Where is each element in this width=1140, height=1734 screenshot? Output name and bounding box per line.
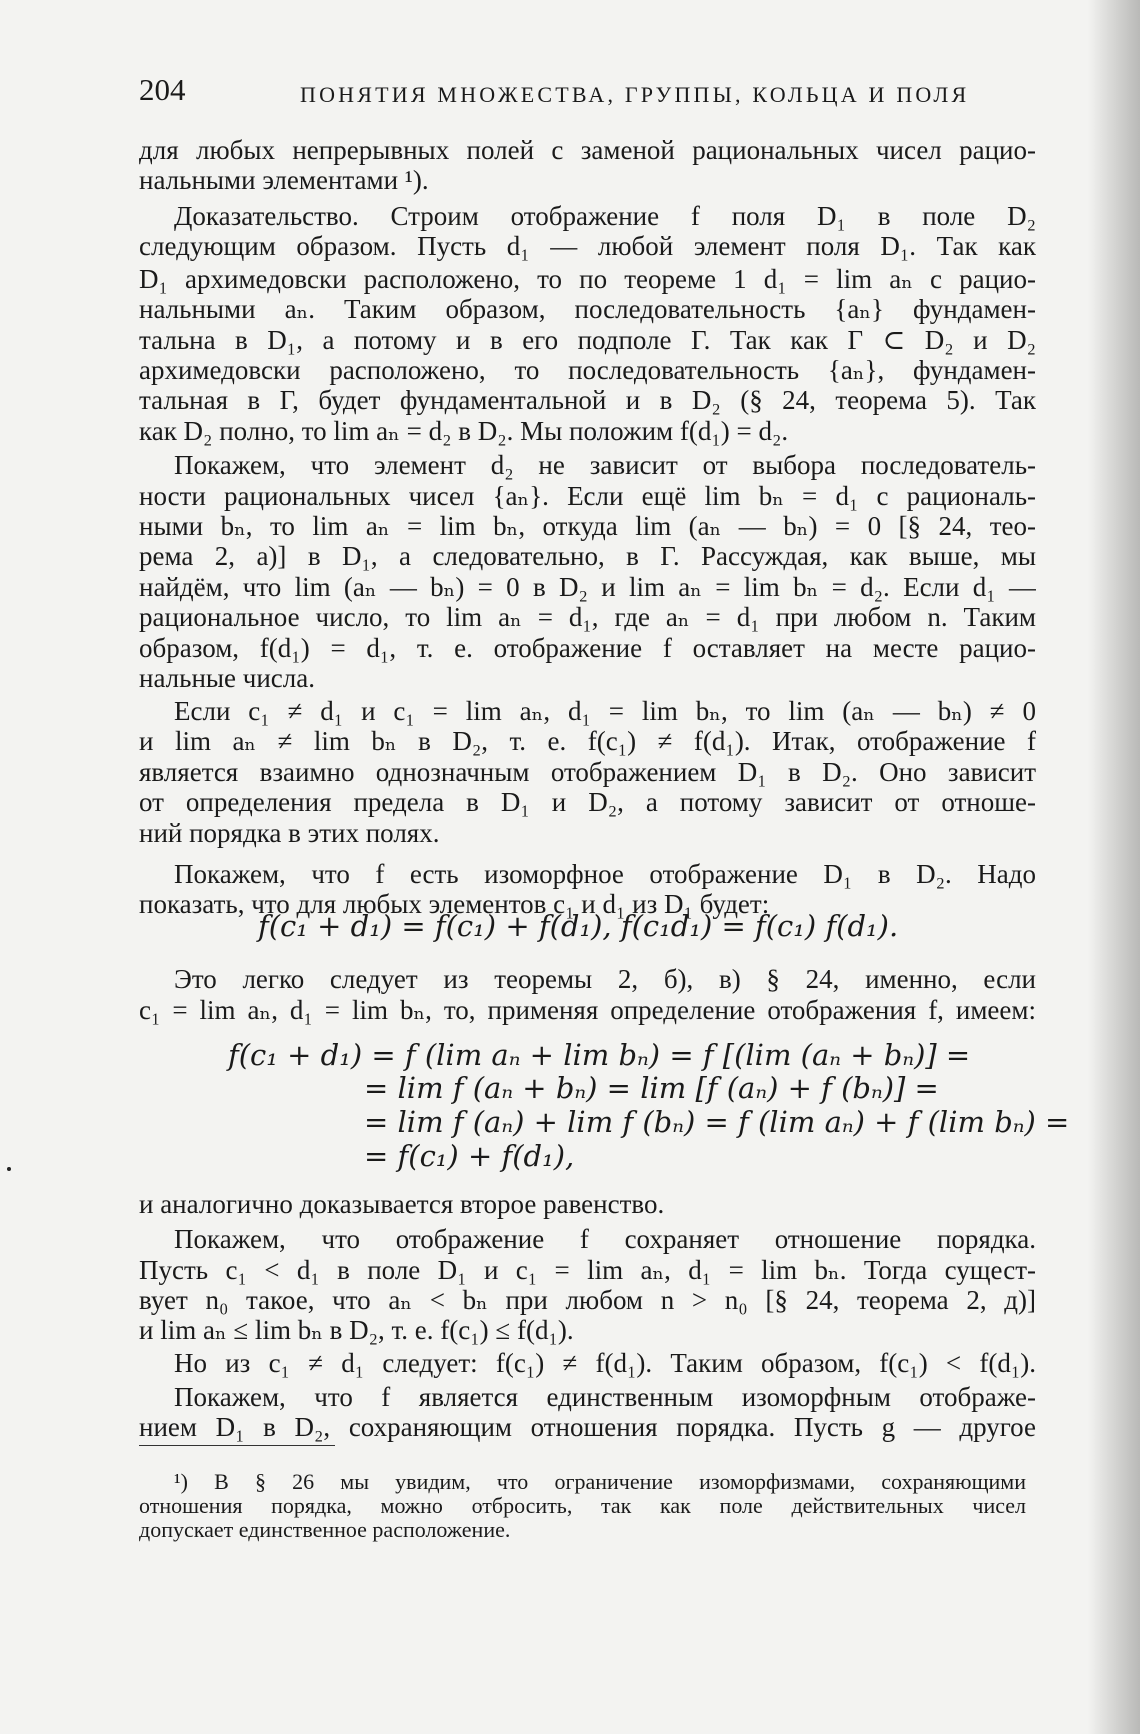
text-line: ности рациональных чисел {aₙ}. Если ещё lim bₙ = d₁ с рациональ- [139, 481, 1036, 511]
text-line: от определения предела в D₁ и D₂, а потому зависит от отноше- [139, 787, 1036, 817]
footnote-rule [139, 1445, 335, 1446]
running-head: ПОНЯТИЯ МНОЖЕСТВА, ГРУППЫ, КОЛЬЦА И ПОЛЯ [300, 82, 970, 107]
footnote-line: ¹) В § 26 мы увидим, что ограничение изоморфизмами, сохраняющими [174, 1469, 1026, 1494]
text-line: нием D₁ в D₂, сохраняющим отношения порядка. Пусть g — другое [139, 1412, 1036, 1442]
text-line: Но из c₁ ≠ d₁ следует: f(c₁) ≠ f(d₁). Таким образом, f(c₁) < f(d₁). [174, 1348, 1036, 1378]
text-line: ний порядка в этих полях. [139, 818, 440, 848]
page-number: 204 [139, 72, 186, 107]
text-line: и lim aₙ ≠ lim bₙ в D₂, т. е. f(c₁) ≠ f(d₁). Итак, отображение f [139, 726, 1036, 756]
text-line: показать, что для любых элементов c₁ и d₁ из D₁ будет: [139, 889, 770, 919]
footnote-line: допускает единственное расположение. [139, 1517, 511, 1542]
text-line: рациональное число, то lim aₙ = d₁, где aₙ = d₁ при любом n. Таким [139, 602, 1036, 632]
equation-line: = lim f (aₙ + bₙ) = lim [f (aₙ) + f (bₙ)] = [364, 1071, 939, 1105]
text-line: Если c₁ ≠ d₁ и c₁ = lim aₙ, d₁ = lim bₙ, то lim (aₙ — bₙ) ≠ 0 [174, 696, 1036, 726]
text-line: ными bₙ, то lim aₙ = lim bₙ, откуда lim (aₙ — bₙ) = 0 [§ 24, тео- [139, 511, 1036, 541]
text-line: Покажем, что элемент d₂ не зависит от выбора последователь- [174, 450, 1036, 480]
text-line: и аналогично доказывается второе равенство. [139, 1189, 665, 1219]
text-line: Доказательство. Строим отображение f поля D₁ в поле D₂ [174, 201, 1036, 231]
text-line: для любых непрерывных полей с заменой рациональных чисел рацио- [139, 135, 1036, 165]
text-line: вует n₀ такое, что aₙ < bₙ при любом n > n₀ [§ 24, теорема 2, д)] [139, 1285, 1036, 1315]
text-line: является взаимно однозначным отображением D₁ в D₂. Оно зависит [139, 757, 1036, 787]
text-line: и lim aₙ ≤ lim bₙ в D₂, т. е. f(c₁) ≤ f(d₁). [139, 1315, 574, 1345]
text-line: тальная в Г, будет фундаментальной и в D₂ (§ 24, теорема 5). Так [139, 385, 1036, 415]
scan-speck [7, 1167, 11, 1171]
text-line: тальна в D₁, а потому и в его подполе Г. Так как Г ⊂ D₂ и D₂ [139, 325, 1036, 355]
text-line: как D₂ полно, то lim aₙ = d₂ в D₂. Мы положим f(d₁) = d₂. [139, 416, 789, 446]
text-line: рема 2, а)] в D₁, а следовательно, в Г. Рассуждая, как выше, мы [139, 541, 1036, 571]
text-line: D₁ архимедовски расположено, то по теореме 1 d₁ = lim aₙ с рацио- [139, 264, 1036, 294]
text-line: образом, f(d₁) = d₁, т. е. отображение f оставляет на месте рацио- [139, 633, 1036, 663]
text-line: нальными aₙ. Таким образом, последовательность {aₙ} фундамен- [139, 294, 1036, 324]
equation-line: f(c₁ + d₁) = f (lim aₙ + lim bₙ) = f [(lim (aₙ + bₙ)] = [228, 1038, 971, 1072]
text-line: нальными элементами ¹). [139, 165, 429, 195]
text-line: следующим образом. Пусть d₁ — любой элемент поля D₁. Так как [139, 231, 1036, 261]
text-line: Это легко следует из теоремы 2, б), в) § 24, именно, если [174, 964, 1036, 994]
text-line: архимедовски расположено, то последовательность {aₙ}, фундамен- [139, 355, 1036, 385]
text-line: найдём, что lim (aₙ — bₙ) = 0 в D₂ и lim aₙ = lim bₙ = d₂. Если d₁ — [139, 572, 1036, 602]
text-line: Покажем, что отображение f сохраняет отношение порядка. [174, 1224, 1036, 1254]
text-line: Покажем, что f является единственным изоморфным отображе- [174, 1382, 1036, 1412]
text-line: Покажем, что f есть изоморфное отображение D₁ в D₂. Надо [174, 859, 1036, 889]
text-line: нальные числа. [139, 663, 316, 693]
footnote-line: отношения порядка, можно отбросить, так как поле действительных чисел [139, 1493, 1026, 1518]
text-line: c₁ = lim aₙ, d₁ = lim bₙ, то, применяя определение отображения f, имеем: [139, 995, 1036, 1025]
equation-line: = lim f (aₙ) + lim f (bₙ) = f (lim aₙ) + f (lim bₙ) = [364, 1105, 1070, 1139]
equation-line: = f(c₁) + f(d₁), [364, 1139, 575, 1173]
equation-line: f(c₁ + d₁) = f(c₁) + f(d₁), f(c₁d₁) = f(c₁) f(d₁). [258, 909, 899, 943]
text-line: Пусть c₁ < d₁ в поле D₁ и c₁ = lim aₙ, d₁ = lim bₙ. Тогда сущест- [139, 1255, 1036, 1285]
